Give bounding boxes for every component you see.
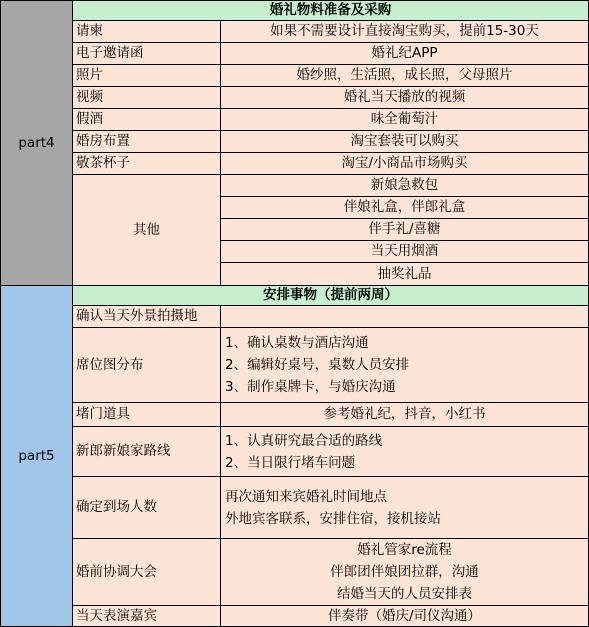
row-item-label: 照片 (73, 65, 221, 87)
row-item-label: 确认当天外景拍摄地 (73, 306, 221, 328)
value-line: 结婚当天的人员安排表 (337, 586, 472, 602)
row-item-value: 如果不需要设计直接淘宝购买，提前15-30天 (221, 21, 589, 43)
value-line: 2、编辑好桌号，桌数人员安排 (225, 357, 410, 373)
row-item-value: 淘宝/小商品市场购买 (221, 153, 589, 175)
row-item-value: 参考婚礼纪，抖音，小红书 (221, 403, 589, 427)
other-item-value: 当天用烟酒 (221, 241, 589, 263)
row-item-label: 婚房布置 (73, 131, 221, 153)
other-item-value: 抽奖礼品 (221, 263, 589, 286)
row-item-label: 席位图分布 (73, 328, 221, 403)
part5-label: part5 (1, 286, 73, 627)
row-item-label: 新郎新娘家路线 (73, 427, 221, 477)
row-item-label: 视频 (73, 87, 221, 109)
row-item-value: 伴奏带（婚庆/司仪沟通） (221, 606, 589, 627)
row-item-value: 婚礼当天播放的视频 (221, 87, 589, 109)
other-item-value: 伴娘礼盒，伴郎礼盒 (221, 197, 589, 219)
part5-header: 安排事物（提前两周） (73, 286, 589, 306)
value-line: 再次通知来宾婚礼时间地点 (225, 488, 387, 505)
value-line: 婚礼管家re流程 (357, 542, 452, 558)
row-item-value: 味全葡萄汁 (221, 109, 589, 131)
row-item-label: 请柬 (73, 21, 221, 43)
row-item-label: 敬茶杯子 (73, 153, 221, 175)
value-line: 3、制作桌牌卡，与婚庆沟通 (225, 379, 396, 395)
row-item-value (221, 306, 589, 328)
row-item-value (221, 477, 589, 539)
part4-label: part4 (1, 1, 73, 286)
value-line: 1、确认桌数与酒店沟通 (225, 335, 369, 351)
row-item-value (221, 328, 589, 403)
row-item-value: 婚礼纪APP (221, 43, 589, 65)
value-line: 1、认真研究最合适的路线 (225, 432, 383, 449)
row-item-value: 淘宝套装可以购买 (221, 131, 589, 153)
part4-header: 婚礼物料准备及采购 (73, 1, 589, 21)
other-item-label: 其他 (73, 175, 221, 286)
row-item-value (221, 539, 589, 606)
row-item-label: 当天表演嘉宾 (73, 606, 221, 627)
row-item-label: 假酒 (73, 109, 221, 131)
value-line: 外地宾客联系，安排住宿，接机接站 (225, 510, 441, 527)
value-line: 伴郎团伴娘团拉群，沟通 (330, 564, 479, 580)
other-item-value: 伴手礼/喜糖 (221, 219, 589, 241)
row-item-value (221, 427, 589, 477)
row-item-label: 电子邀请函 (73, 43, 221, 65)
other-item-value: 新娘急救包 (221, 175, 589, 197)
row-item-label: 婚前协调大会 (73, 539, 221, 606)
row-item-value: 婚纱照，生活照，成长照，父母照片 (221, 65, 589, 87)
row-item-label: 确定到场人数 (73, 477, 221, 539)
value-line: 2、当日限行堵车问题 (225, 454, 356, 471)
row-item-label: 堵门道具 (73, 403, 221, 427)
